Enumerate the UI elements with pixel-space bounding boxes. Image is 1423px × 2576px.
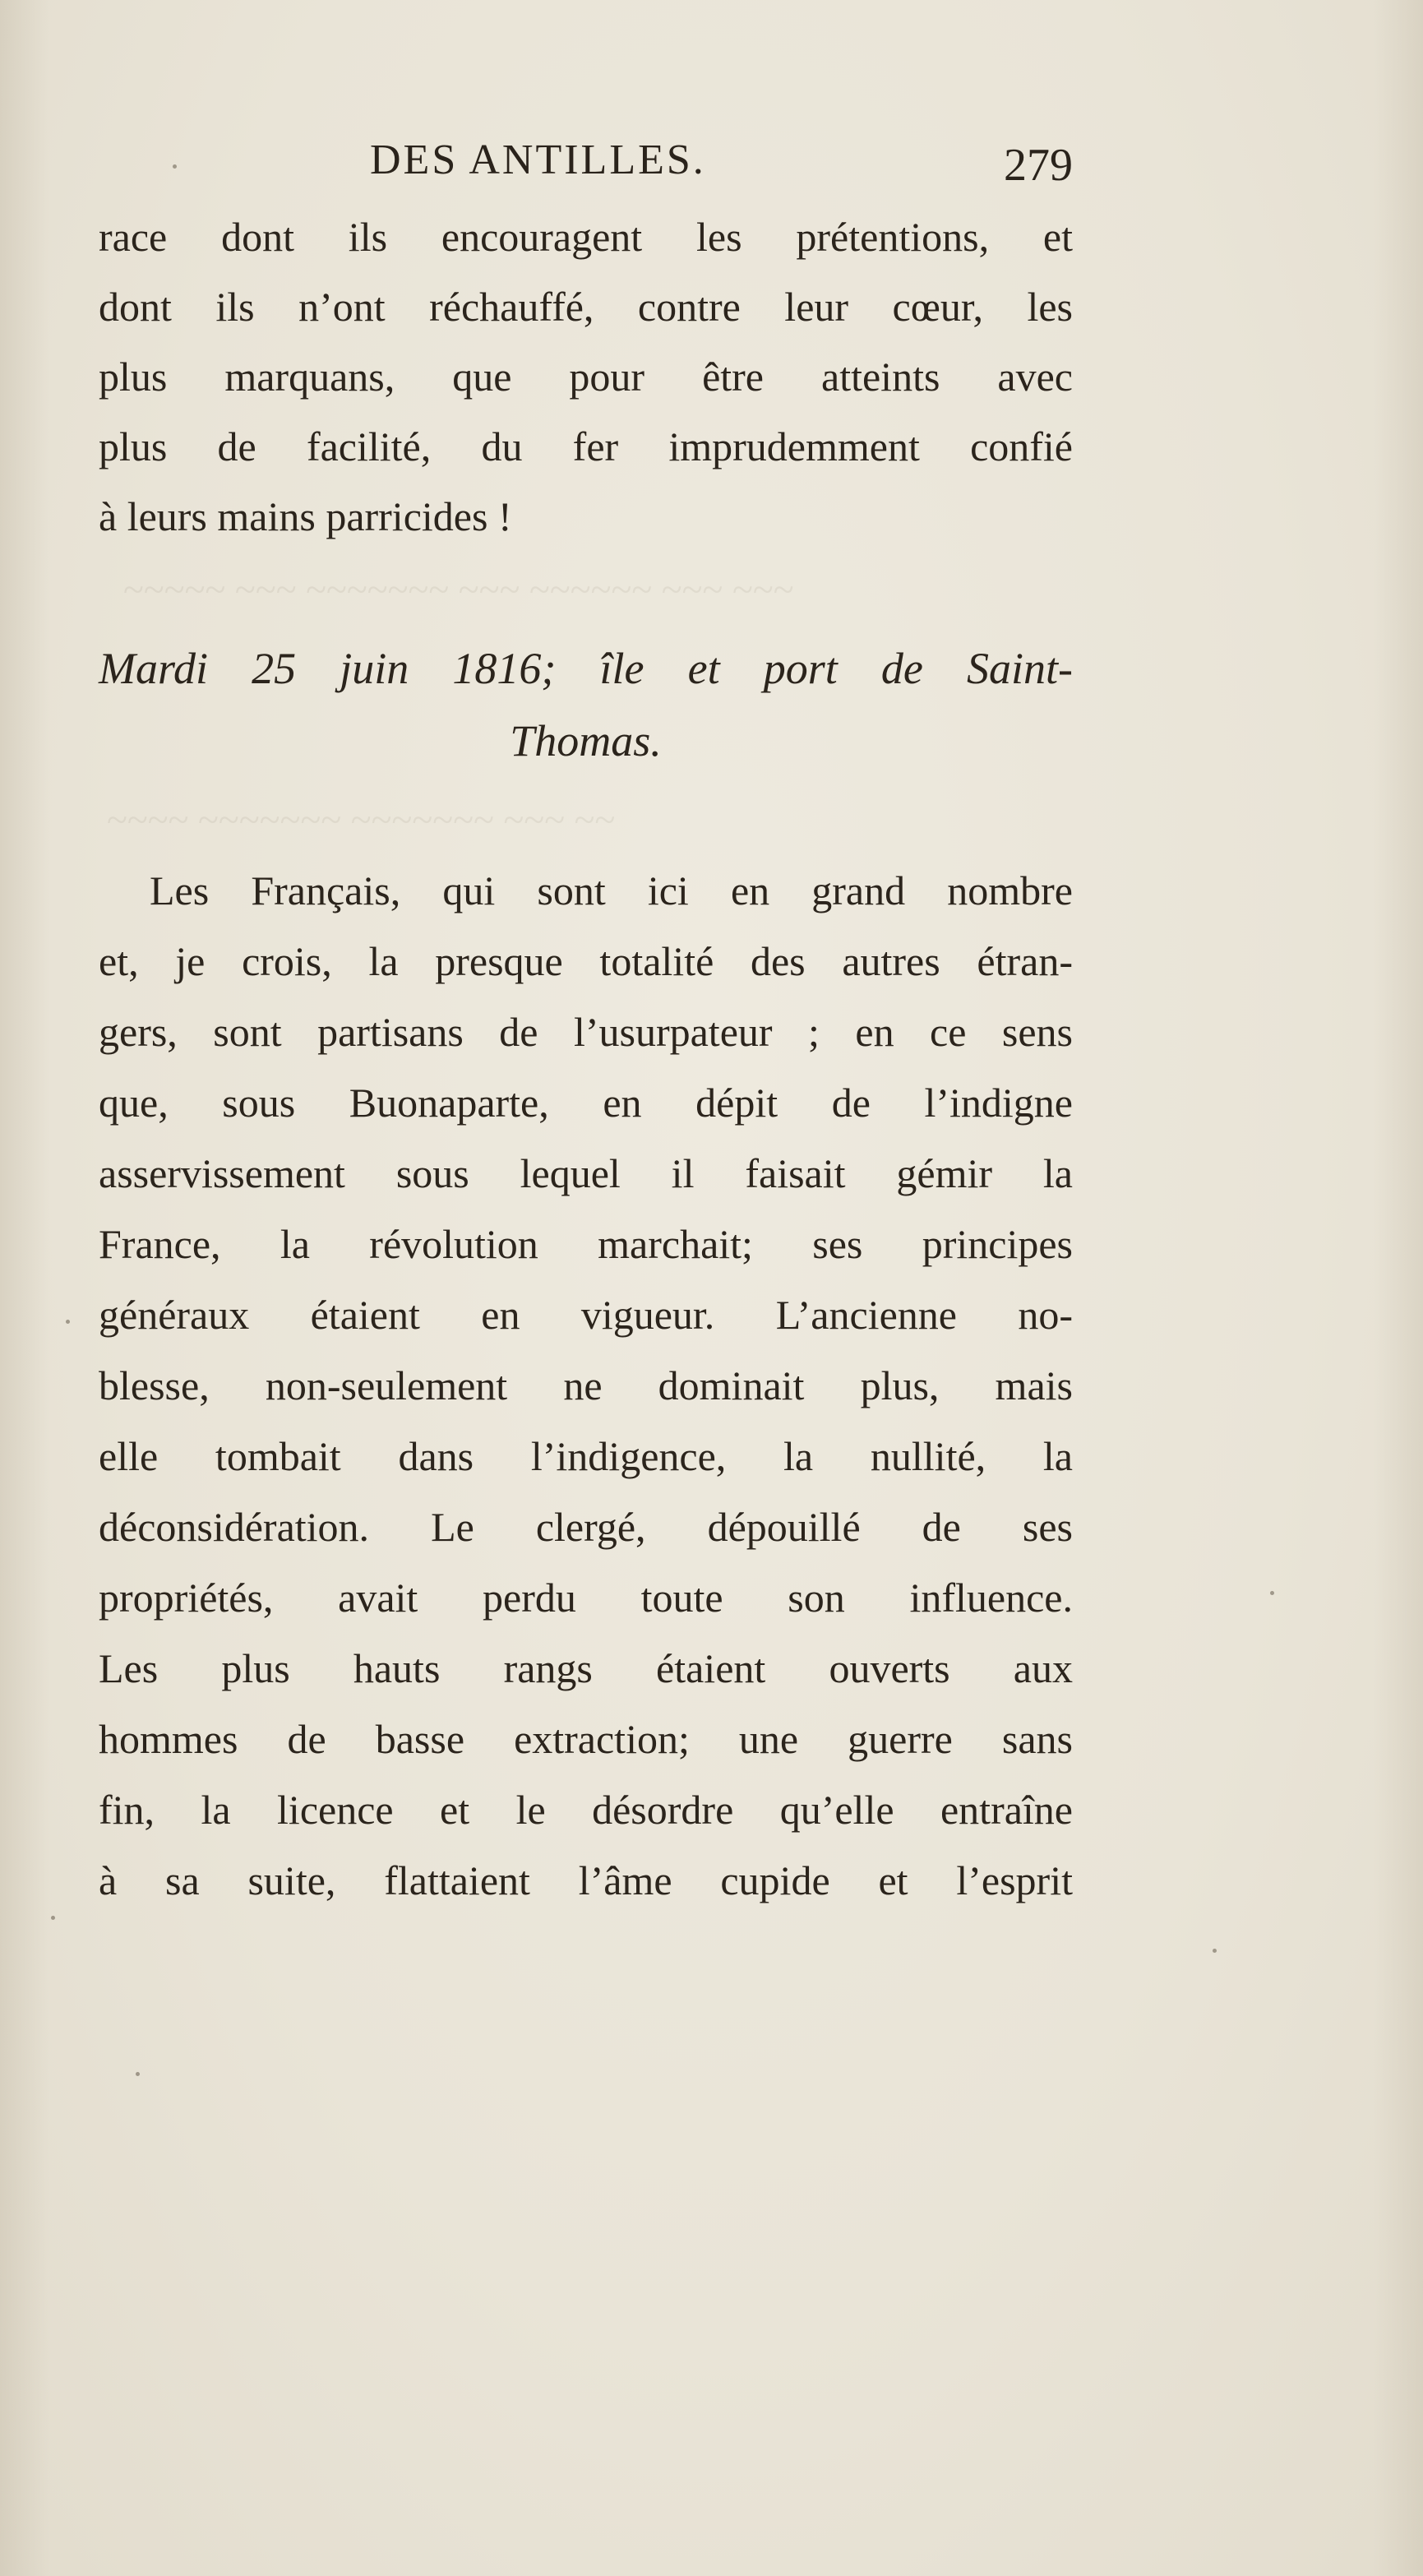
text-line: Les plus hauts rangs étaient ouverts aux — [99, 1645, 1073, 1691]
text-line: et, je crois, la presque totalité des autres étran- — [99, 938, 1073, 984]
entry-heading-line: Mardi 25 juin 1816; île et port de Saint- — [99, 644, 1073, 693]
text-line: déconsidération. Le clergé, dépouillé de ses — [99, 1504, 1073, 1550]
text-line: asservissement sous lequel il faisait gémir la — [99, 1150, 1073, 1196]
paragraph-continued — [99, 201, 1073, 555]
text-line: propriétés, avait perdu toute son influence. — [99, 1575, 1073, 1621]
paper-speck — [1270, 1591, 1274, 1595]
page-edge-shadow-left — [0, 0, 49, 2576]
text-line: dont ils n’ont réchauffé, contre leur cœur, les — [99, 284, 1073, 330]
paragraph-main — [99, 855, 1073, 1916]
text-line: plus de facilité, du fer imprudemment confié — [99, 423, 1073, 469]
running-header — [99, 136, 1073, 201]
page-edge-shadow-right — [1374, 0, 1423, 2576]
text-line: à leurs mains parricides ! — [99, 493, 512, 539]
journal-entry-heading — [99, 633, 1073, 781]
text-line: que, sous Buonaparte, en dépit de l’indigne — [99, 1080, 1073, 1126]
paper-speck — [51, 1916, 55, 1920]
text-line: Les Français, qui sont ici en grand nombre — [150, 867, 1073, 913]
text-line: hommes de basse extraction; une guerre sans — [99, 1716, 1073, 1762]
show-through-texture: ~~~~~ ~~~ ~~~~~~~ ~~~ ~~~~~~ ~~~ ~~~ — [123, 568, 794, 610]
text-line: fin, la licence et le désordre qu’elle entraîne — [99, 1787, 1073, 1833]
text-line: elle tombait dans l’indigence, la nullité, la — [99, 1433, 1073, 1479]
entry-heading-line: Thomas. — [510, 716, 662, 765]
page-number: 279 — [1004, 140, 1073, 191]
text-line: plus marquans, que pour être atteints avec — [99, 354, 1073, 400]
show-through-texture: ~~~~ ~~~~~~~ ~~~~~~~ ~~~ ~~ — [107, 798, 616, 840]
paper-speck — [136, 2072, 140, 2076]
text-line: généraux étaient en vigueur. L’ancienne no- — [99, 1292, 1073, 1338]
text-line: blesse, non-seulement ne dominait plus, mais — [99, 1362, 1073, 1408]
paper-speck — [1213, 1949, 1217, 1953]
running-head-title: DES ANTILLES. — [370, 136, 706, 183]
text-line: race dont ils encouragent les prétentions, et — [99, 214, 1073, 260]
text-line: gers, sont partisans de l’usurpateur ; en ce sens — [99, 1009, 1073, 1055]
text-line: à sa suite, flattaient l’âme cupide et l’esprit — [99, 1857, 1073, 1903]
paper-speck — [66, 1320, 70, 1324]
text-line: France, la révolution marchait; ses principes — [99, 1221, 1073, 1267]
